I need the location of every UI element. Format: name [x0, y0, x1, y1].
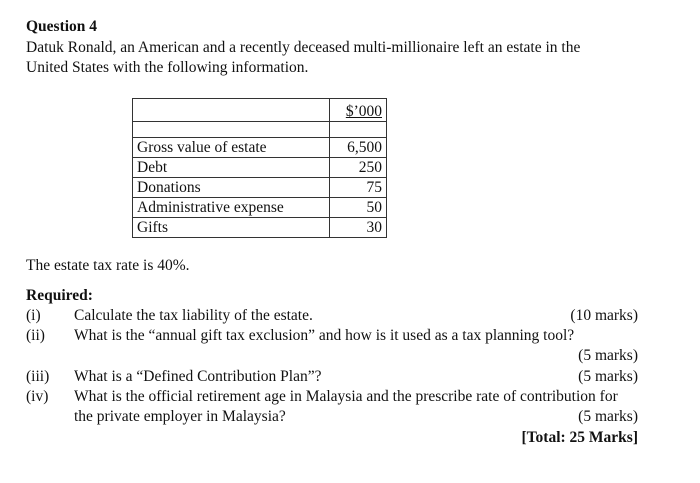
question-title: Question 4: [26, 18, 98, 35]
item-text-line-1: What is the official retirement age in Malaysia and the prescribe rate of contribution for: [74, 388, 618, 405]
table-row: [133, 218, 387, 238]
table-header-row: [133, 99, 387, 122]
item-text: Calculate the tax liability of the estate.: [74, 307, 313, 324]
item-number: (iii): [26, 368, 50, 385]
row-label: Gifts: [133, 218, 330, 238]
item-number: (i): [26, 307, 41, 324]
table-row: [133, 178, 387, 198]
row-value: 50: [330, 198, 387, 218]
item-marks: (5 marks): [578, 347, 638, 364]
row-label: Debt: [133, 158, 330, 178]
item-marks: (5 marks): [578, 408, 638, 425]
required-heading: Required:: [26, 287, 93, 304]
table-row: [133, 198, 387, 218]
row-value: 250: [330, 158, 387, 178]
row-value: 30: [330, 218, 387, 238]
row-label: Gross value of estate: [133, 138, 330, 158]
table-spacer-row: [133, 122, 387, 138]
item-number: (iv): [26, 388, 49, 405]
row-label: Administrative expense: [133, 198, 330, 218]
estate-table: [132, 98, 387, 238]
item-number: (ii): [26, 327, 45, 344]
row-value: 75: [330, 178, 387, 198]
unit-header: $’000: [345, 103, 382, 120]
header-unit-cell: [330, 99, 387, 122]
item-text: What is a “Defined Contribution Plan”?: [74, 368, 322, 385]
item-text: What is the “annual gift tax exclusion” and how is it used as a tax planning tool?: [74, 327, 575, 344]
tax-rate-text: The estate tax rate is 40%.: [26, 257, 190, 274]
intro-line-2: United States with the following information.: [26, 59, 309, 76]
total-marks: [Total: 25 Marks]: [521, 429, 638, 446]
item-marks: (5 marks): [578, 368, 638, 385]
item-marks: (10 marks): [570, 307, 638, 324]
item-text-line-2: the private employer in Malaysia?: [74, 408, 286, 425]
intro-line-1: Datuk Ronald, an American and a recently deceased multi-millionaire left an estate in the: [26, 39, 581, 56]
row-label: Donations: [133, 178, 330, 198]
table-row: [133, 138, 387, 158]
table-row: [133, 158, 387, 178]
row-value: 6,500: [330, 138, 387, 158]
header-label-cell: [133, 99, 330, 122]
